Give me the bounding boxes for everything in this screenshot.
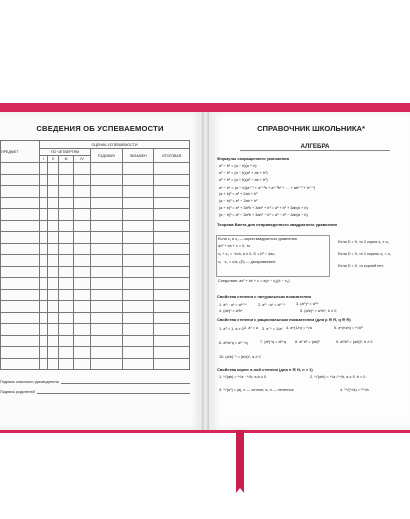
grade-cell[interactable] [154, 186, 190, 198]
grade-cell[interactable] [40, 209, 48, 221]
formula-line: aⁿ − bⁿ = (a − b)(aⁿ⁻¹ + aⁿ⁻²b + aⁿ⁻³b² + … + abⁿ⁻² + bⁿ⁻¹) [219, 186, 316, 190]
formula-line: 2. ⁿ√(a/b) = ⁿ√a / ⁿ√b, a ≥ 0, b > 0 [310, 375, 366, 379]
grade-cell[interactable] [58, 266, 73, 278]
grade-cell[interactable] [74, 347, 91, 359]
grade-cell[interactable] [74, 312, 91, 324]
formula-line: a³ − b³ = (a − b)(a² + ab + b²) [219, 171, 268, 175]
formula-line: 5. (a/b)ⁿ = aⁿ/bⁿ, b ≠ 0 [300, 309, 337, 313]
grade-cell[interactable] [58, 312, 73, 324]
table-row[interactable] [1, 266, 190, 278]
formula-line: Если D > 0, то 2 корня x₁ ≠ x₂ [338, 240, 389, 244]
formula-line: (a + b)³ = a³ + 3a²b + 3ab² + b³ = a³ + b³ + 3ab(a + b) [219, 206, 308, 210]
grade-cell[interactable] [91, 301, 123, 313]
subject-cell[interactable] [1, 289, 40, 301]
table-row[interactable] [1, 289, 190, 301]
subject-cell[interactable] [1, 278, 40, 290]
formula-line: 4. ᵐ√(ⁿ√a) = ᵐⁿ√a [340, 388, 369, 392]
grade-cell[interactable] [154, 174, 190, 186]
grade-cell[interactable] [47, 335, 58, 347]
grade-cell[interactable] [58, 209, 73, 221]
formula-line: 8. aᵖ bᵖ = (ab)ᵖ [295, 340, 320, 344]
grade-cell[interactable] [40, 335, 48, 347]
grade-cell[interactable] [122, 347, 154, 359]
section-heading: Свойства степени с рациональным показателем (для p ∈ R, q ∈ R) [217, 317, 351, 322]
grade-cell[interactable] [91, 266, 123, 278]
section-heading: Теорема Виета для неприведенного квадратного уравнения [217, 222, 337, 227]
formula-line: 6. aᵖ/a^q = aᵖ⁻^q [219, 341, 248, 345]
grade-cell[interactable] [122, 278, 154, 290]
table-row[interactable] [1, 347, 190, 359]
grade-cell[interactable] [91, 255, 123, 267]
formula-line: 9. aᵖ/bᵖ = (a/b)ᵖ, b ≠ 0 [336, 340, 373, 344]
quarter-header: I [40, 156, 48, 163]
grade-cell[interactable] [122, 243, 154, 255]
formula-line: Если D = 0, то 1 корень x₁ = x₂ [338, 252, 392, 256]
grade-cell[interactable] [40, 289, 48, 301]
grade-cell[interactable] [74, 197, 91, 209]
subject-cell[interactable] [1, 163, 40, 175]
grade-cell[interactable] [74, 243, 91, 255]
grade-cell[interactable] [91, 232, 123, 244]
formula-line: Если D < 0, то корней нет. [338, 264, 384, 268]
signature-block [0, 374, 190, 394]
formula-line: 1. ⁿ√(ab) = ⁿ√a · ⁿ√b, a,b ≥ 0 [219, 375, 266, 379]
table-row[interactable] [1, 209, 190, 221]
grade-cell[interactable] [40, 186, 48, 198]
grade-cell[interactable] [58, 301, 73, 313]
formula-line: 2. a¹ = a [244, 326, 259, 330]
teacher-signature-label: Подпись классного руководителя [0, 380, 59, 384]
grade-cell[interactable] [58, 358, 73, 370]
table-row[interactable] [1, 278, 190, 290]
grade-cell[interactable] [47, 186, 58, 198]
grade-cell[interactable] [122, 266, 154, 278]
table-row[interactable] [1, 174, 190, 186]
grade-cell[interactable] [122, 335, 154, 347]
formula-line: Следствие: ax² + bx + c = a(x − x₁)(x − x₂). [218, 279, 291, 283]
grade-cell[interactable] [122, 209, 154, 221]
grade-cell[interactable] [154, 220, 190, 232]
grade-cell[interactable] [122, 301, 154, 313]
grade-cell[interactable] [91, 324, 123, 336]
grade-cell[interactable] [122, 312, 154, 324]
vieta-box [216, 235, 330, 277]
table-row[interactable] [1, 324, 190, 336]
year-header: ГОДОВАЯ [91, 149, 123, 163]
subject-cell[interactable] [1, 347, 40, 359]
subject-cell[interactable] [1, 209, 40, 221]
grade-cell[interactable] [58, 163, 73, 175]
quarter-header: III [58, 156, 73, 163]
grade-cell[interactable] [40, 312, 48, 324]
grade-cell[interactable] [122, 255, 154, 267]
grade-cell[interactable] [91, 197, 123, 209]
grade-cell[interactable] [154, 278, 190, 290]
grade-cell[interactable] [47, 266, 58, 278]
quarter-header: II [47, 156, 58, 163]
formula-line: 3. a⁻ⁿ = 1/aⁿ [262, 327, 283, 331]
subject-cell[interactable] [1, 335, 40, 347]
formula-line: 10. (a/b)⁻ⁿ = (b/a)ⁿ, a ≠ 0 [219, 355, 261, 359]
section-heading: Свойства степени с натуральным показателем [217, 294, 312, 299]
grade-cell[interactable] [58, 324, 73, 336]
grade-cell[interactable] [47, 232, 58, 244]
subject-cell[interactable] [1, 312, 40, 324]
quarter-header: IV [74, 156, 91, 163]
grade-cell[interactable] [74, 358, 91, 370]
grade-cell[interactable] [47, 163, 58, 175]
formula-line: 2. aᵐ : aⁿ = aᵐ⁻ⁿ [258, 303, 286, 307]
grade-cell[interactable] [91, 278, 123, 290]
final-header: ИТОГОВАЯ [154, 149, 190, 163]
table-row[interactable] [1, 186, 190, 198]
table-row[interactable] [1, 312, 190, 324]
grade-cell[interactable] [74, 209, 91, 221]
grades-table [0, 140, 190, 370]
formula-line: 3. ⁿ√(aⁿ) = |a|, n — четное; a, n — нечетное [219, 388, 294, 392]
grade-cell[interactable] [122, 232, 154, 244]
table-row[interactable] [1, 255, 190, 267]
grade-cell[interactable] [40, 301, 48, 313]
parents-signature-line[interactable] [37, 387, 190, 394]
grade-cell[interactable] [47, 312, 58, 324]
grade-cell[interactable] [154, 289, 190, 301]
grade-cell[interactable] [40, 197, 48, 209]
grade-cell[interactable] [154, 335, 190, 347]
grade-cell[interactable] [40, 278, 48, 290]
grade-cell[interactable] [91, 220, 123, 232]
grade-cell[interactable] [58, 197, 73, 209]
subject-cell[interactable] [1, 197, 40, 209]
formula-line: (a − b)³ = a³ − 3a²b + 3ab² − b³ = a³ − b³ − 3ab(a − b) [219, 213, 308, 217]
grade-cell[interactable] [47, 278, 58, 290]
formula-line: ax² + bx + c = 0, то [218, 244, 251, 248]
subject-cell[interactable] [1, 243, 40, 255]
formula-line: 1. aᵐ · aⁿ = aᵐ⁺ⁿ [219, 303, 247, 307]
section-heading: Формулы сокращенного умножения [217, 156, 289, 161]
grade-cell[interactable] [91, 186, 123, 198]
grade-cell[interactable] [74, 335, 91, 347]
book-spine [202, 112, 209, 430]
grade-cell[interactable] [91, 163, 123, 175]
grade-cell[interactable] [91, 174, 123, 186]
grade-cell[interactable] [47, 347, 58, 359]
grade-cell[interactable] [58, 335, 73, 347]
grade-cell[interactable] [74, 289, 91, 301]
grade-cell[interactable] [122, 289, 154, 301]
grade-cell[interactable] [47, 301, 58, 313]
table-row[interactable] [1, 232, 190, 244]
grade-cell[interactable] [154, 347, 190, 359]
grade-cell[interactable] [58, 243, 73, 255]
grade-cell[interactable] [74, 266, 91, 278]
grade-cell[interactable] [154, 163, 190, 175]
grade-cell[interactable] [91, 347, 123, 359]
grade-cell[interactable] [74, 163, 91, 175]
grade-cell[interactable] [74, 255, 91, 267]
grade-cell[interactable] [91, 209, 123, 221]
grade-cell[interactable] [74, 186, 91, 198]
grade-cell[interactable] [154, 197, 190, 209]
grade-cell[interactable] [74, 220, 91, 232]
subject-cell[interactable] [1, 358, 40, 370]
grade-cell[interactable] [58, 220, 73, 232]
grade-cell[interactable] [154, 312, 190, 324]
parents-signature-row[interactable] [0, 384, 190, 394]
grade-cell[interactable] [154, 255, 190, 267]
subject-cell[interactable] [1, 186, 40, 198]
quarters-header: ПО ЧЕТВЕРТЯМ [40, 149, 91, 156]
grade-cell[interactable] [40, 174, 48, 186]
grade-cell[interactable] [154, 243, 190, 255]
bookmark-ribbon[interactable] [236, 430, 244, 488]
grade-cell[interactable] [122, 197, 154, 209]
grade-cell[interactable] [40, 347, 48, 359]
formula-line: x₁ + x₂ = −b/a, a ≠ 0, D = b² − 4ac, [218, 252, 276, 256]
grade-cell[interactable] [40, 220, 48, 232]
subject-cell[interactable] [1, 232, 40, 244]
formula-line: Если x₁ и x₂ — корни квадратного уравнения [218, 237, 297, 241]
table-row[interactable] [1, 163, 190, 175]
grade-cell[interactable] [47, 220, 58, 232]
grade-cell[interactable] [58, 174, 73, 186]
subject-cell[interactable] [1, 174, 40, 186]
grade-cell[interactable] [47, 209, 58, 221]
formula-line: x₁ · x₂ = c/a, (D) — дискриминант. [218, 260, 277, 264]
grade-cell[interactable] [74, 278, 91, 290]
grade-cell[interactable] [58, 289, 73, 301]
grade-cell[interactable] [122, 324, 154, 336]
grade-cell[interactable] [122, 186, 154, 198]
grade-cell[interactable] [58, 255, 73, 267]
grade-cell[interactable] [122, 163, 154, 175]
parents-signature-label: Подпись родителей [0, 390, 35, 394]
formula-line: 4. a^(1/n) = ⁿ√a [286, 326, 312, 330]
grade-cell[interactable] [58, 347, 73, 359]
teacher-signature-row[interactable] [0, 374, 190, 384]
table-row[interactable] [1, 220, 190, 232]
grade-cell[interactable] [58, 278, 73, 290]
grade-cell[interactable] [91, 243, 123, 255]
grade-cell[interactable] [91, 335, 123, 347]
section-subtitle: АЛГЕБРА [240, 143, 390, 151]
subject-header: ПРЕДМЕТ [1, 141, 40, 163]
table-row[interactable] [1, 301, 190, 313]
grade-cell[interactable] [154, 301, 190, 313]
table-row[interactable] [1, 358, 190, 370]
teacher-signature-line[interactable] [61, 377, 190, 384]
formula-line: 3. (aᵐ)ⁿ = aᵐⁿ [296, 302, 319, 306]
grade-cell[interactable] [154, 266, 190, 278]
grade-cell[interactable] [74, 324, 91, 336]
grade-cell[interactable] [91, 289, 123, 301]
grade-cell[interactable] [74, 232, 91, 244]
left-page-title: СВЕДЕНИЯ ОБ УСПЕВАЕМОСТИ [36, 124, 164, 133]
grade-cell[interactable] [40, 324, 48, 336]
right-page-title: СПРАВОЧНИК ШКОЛЬНИКА* [257, 124, 365, 133]
grade-cell[interactable] [40, 358, 48, 370]
section-heading: Свойства корня n-ной степени (для n ∈ N, n > 1) [217, 367, 313, 372]
formula-line: 5. a^(m/n) = ⁿ√aᵐ [334, 326, 364, 330]
grade-cell[interactable] [58, 232, 73, 244]
subject-cell[interactable] [1, 324, 40, 336]
grade-cell[interactable] [74, 301, 91, 313]
grade-cell[interactable] [91, 358, 123, 370]
subject-cell[interactable] [1, 266, 40, 278]
grade-cell[interactable] [122, 220, 154, 232]
exam-header: ЭКЗАМЕН [122, 149, 154, 163]
table-row[interactable] [1, 335, 190, 347]
grade-cell[interactable] [47, 197, 58, 209]
formula-line: 7. (aᵖ)^q = aᵖ^q [260, 340, 286, 344]
subject-cell[interactable] [1, 255, 40, 267]
grade-cell[interactable] [122, 174, 154, 186]
grade-cell[interactable] [40, 232, 48, 244]
grade-cell[interactable] [47, 324, 58, 336]
grade-cell[interactable] [154, 232, 190, 244]
grade-cell[interactable] [47, 174, 58, 186]
grade-cell[interactable] [47, 289, 58, 301]
table-row[interactable] [1, 197, 190, 209]
grade-cell[interactable] [40, 266, 48, 278]
grade-cell[interactable] [58, 186, 73, 198]
formula-line: 4. (ab)ⁿ = aⁿbⁿ [219, 309, 243, 313]
formula-line: 1. a⁰ = 1, a ≠ 0 [219, 327, 244, 331]
grade-cell[interactable] [91, 312, 123, 324]
formula-line: (a − b)² = a² − 2ab + b² [219, 199, 258, 203]
grade-cell[interactable] [47, 243, 58, 255]
grade-cell[interactable] [47, 255, 58, 267]
grade-cell[interactable] [154, 209, 190, 221]
grade-cell[interactable] [154, 358, 190, 370]
grade-cell[interactable] [154, 324, 190, 336]
grade-cell[interactable] [74, 174, 91, 186]
table-row[interactable] [1, 243, 190, 255]
grade-cell[interactable] [40, 255, 48, 267]
grade-cell[interactable] [47, 358, 58, 370]
grade-cell[interactable] [40, 243, 48, 255]
grades-group-header: ОЦЕНКА УСПЕВАЕМОСТИ [40, 141, 190, 149]
grade-cell[interactable] [122, 358, 154, 370]
grade-cell[interactable] [40, 163, 48, 175]
formula-line: (a + b)² = a² + 2ab + b² [219, 192, 258, 196]
formula-line: a² − b² = (a − b)(a + b) [219, 164, 257, 168]
subject-cell[interactable] [1, 220, 40, 232]
subject-cell[interactable] [1, 301, 40, 313]
formula-line: a³ + b³ = (a + b)(a² − ab + b²) [219, 178, 268, 182]
